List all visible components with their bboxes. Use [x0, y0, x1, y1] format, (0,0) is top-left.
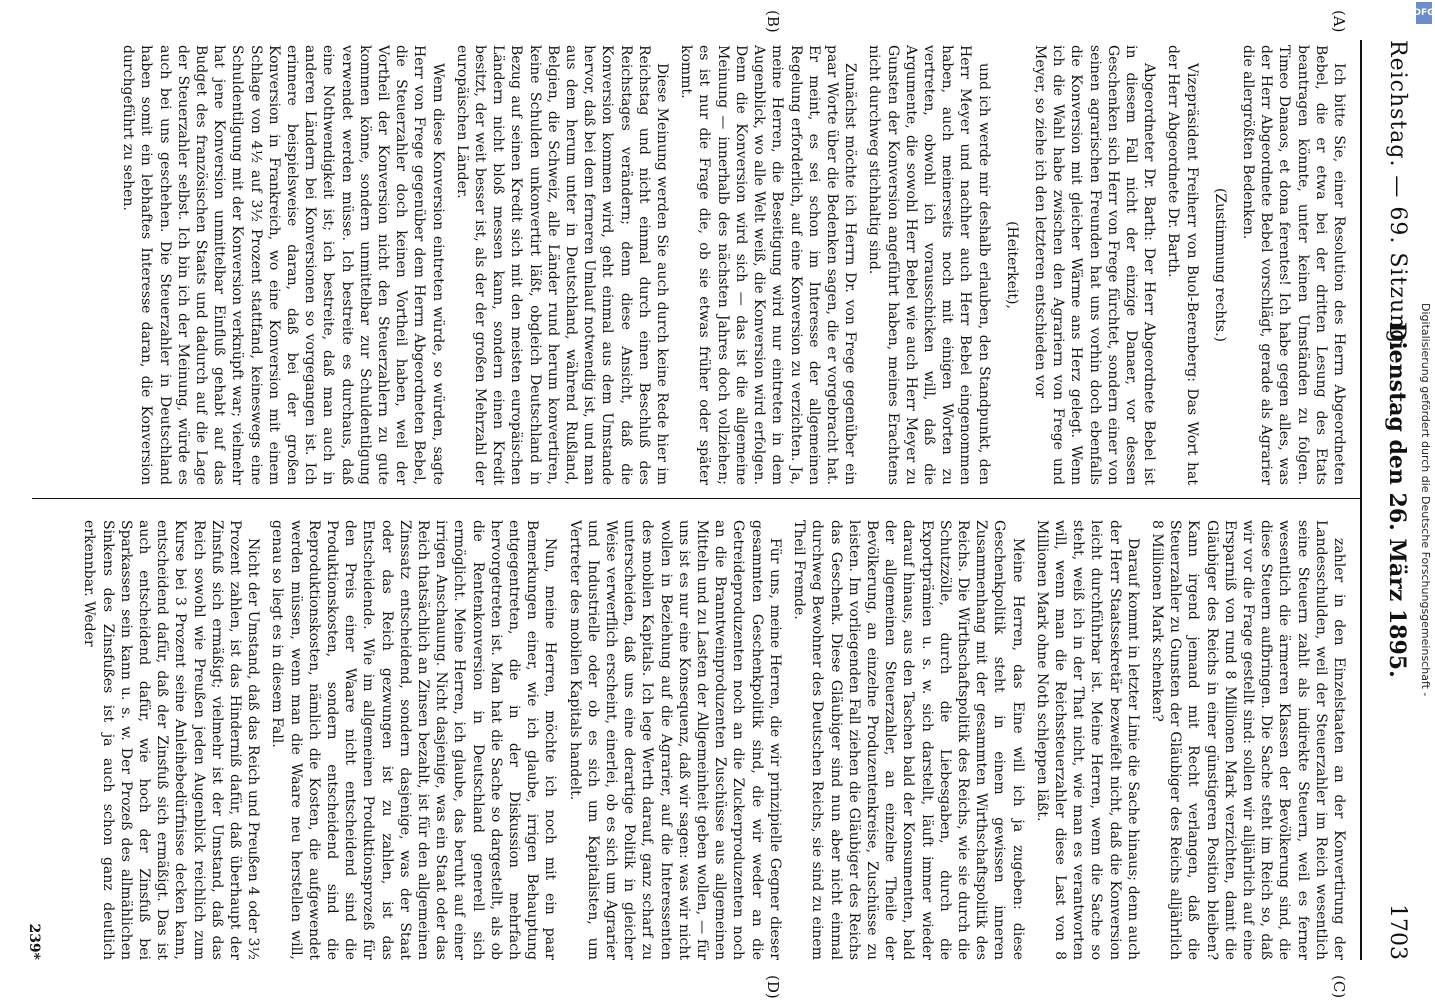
stage-direction: (Zustimmung rechts.) — [1211, 187, 1228, 343]
signature-mark: 239* — [26, 923, 42, 960]
paragraph: Wenn diese Konversion eintreten würde, so würden, sagte Herr von Frege gegenüber dem Herrn Abgeordneten Bebel, die Steuerzahler doch keinen Vortheil haben, weil der Vortheil der Konversion nicht den Steuerzahlern zu gute kommen könne, sondern unmittelbar zur Schuldentilgung verwendet werden müsse. Ich bestreite es durchaus, daß eine Nothwendigkeit ist; ich bestreite, daß man auch in anderen Ländern bei Konversionen so vorgegangen ist. Ich erinnere beispielsweise daran, daß bei der großen Konversion in Frankreich, wo eine Konversion mit einem Schlage von 4½ auf 3½ Prozent stattfand, keineswegs eine Schuldentilgung mit der Konversion verknüpft war; vielmehr hat jene Konversion unmittelbar Einfluß gehabt auf das Budget des französischen Staats und dadurch auf die Lage der Steuerzahler selbst. Ich bin ich der Meinung, würde es auch bei uns geschehen. Die Steuerzahler in Deutschland haben somit ein lebhaftes Interesse daran, die Konversion durchgeführt zu sehen. — [120, 45, 446, 485]
paragraph: zahler in den Einzelstaaten an der Konvertirung der Landesschulden, weil der Steuerzahler im Reich wesentlich seine Steuern zahlt als indirekte Steuern, weil es ferner wesentlich die ärmeren Klassen der Bevölkerung sind, die diese Steuern aufbringen. Die Sache steht im Reich so, daß wir vor die Frage gestellt sind: sollen wir alljährlich auf eine Ersparniß von rund 8 Millionen Mark verzichten, damit die Gläubiger des Reichs in einer günstigeren Position bleiben? Kann irgend jemand mit Recht verlangen, daß die Steuerzahler zu Gunsten der Gläubiger des Reichs alljährlich 8 Millionen Mark schenken? — [1148, 520, 1347, 960]
header-rule — [1360, 40, 1362, 960]
paragraph: Abgeordneter Dr. Barth: Der Herr Abgeordnete Bebel ist in diesem Fall nicht der einzige Danaer, vor dessen Geschenken sich Herr von Frege fürchtet, sondern einer von seinen agrarischen Freunden hat uns vorhin doch ebenfalls die Konversion mit gleicher Wärme ans Herz gelegt. Wenn ich die Wahl habe zwischen den Agrariern von Frege und Meyer, so ziehe ich den letzteren entschieden vor — [1031, 45, 1158, 485]
header-left: Reichstag. — 69. Sitzung. — [1385, 40, 1410, 353]
right-column — [74, 520, 1348, 960]
stage-direction: (Heiterkeit), — [1003, 221, 1020, 309]
dfg-logo: DFG — [1416, 2, 1432, 24]
header-center: Dienstag den 26. März 1895. — [1384, 322, 1410, 678]
column-divider — [32, 498, 1362, 499]
paragraph: Nun, meine Herren, möchte ich noch mit ein paar Bemerkungen einer, wie ich glaube, irrigen Behauptung entgegentreten, die in der Diskussion mehrfach hervorgetreten ist. Man hat die Sache so dargestellt, als ob die Rentenkonversion in Deutschland generell sich ermöglicht. Meine Herren, ich glaube, das beruht auf einer irrigen Anschauung. Nicht dasjenige, was ein Staat oder das Reich thatsächlich an Zinsen bezahlt, ist für den allgemeinen Zinssatz entscheidend, sondern dasjenige, was der Staat oder das Reich gezwungen ist zu zahlen, ist das Entscheidende. Wie im allgemeinen Produktionsprozeß für den Preis einer Waare nicht entscheidend sind die Produktionskosten, sondern entscheidend sind die Reproduktionskosten, nämlich die Kosten, die aufgewendet werden müssen, wenn man die Waare neu herstellen will, genau so liegt es in diesem Fall. — [269, 520, 559, 960]
digitization-credit: Digitalisierung gefördert durch die Deutsche Forschungsgemeinschaft - — [1419, 303, 1432, 697]
page-number: 1703 — [1385, 904, 1410, 960]
margin-marker-a: (A) — [1330, 10, 1348, 33]
left-column — [113, 45, 1348, 485]
paragraph: Für uns, meine Herren, die wir prinzipielle Gegner dieser gesammten Geschenkpolitik sind, die wir weder an die Getreideproduzenten noch an die Zuckerproduzenten noch an die Branntweinproduzenten Zuschüsse aus allgemeinen Mitteln und zu Lasten der Allgemeinheit geben wollen, — für uns ist es nur eine Konsequenz, daß wir sagen: was wir nicht wollen in Beziehung auf die Agrarier, auf die Interessenten des mobilen Kapitals. Ich lege Werth darauf, ganz scharf zu unterscheiden, daß uns eine derartige Politik in gleicher Weise verwerflich erscheint, einerlei, ob es sich um Agrarier und Industrielle oder ob es sich um Kapitalisten, um Vertreter des mobilen Kapitals handelt. — [566, 520, 783, 960]
margin-marker-b: (B) — [764, 10, 782, 33]
paragraph: Diese Meinung werden Sie auch durch keine Rede hier im Reichstag und nicht einmal durch einen Beschluß des Reichstages verändern; denn diese Ansicht, daß die Konversion kommen wird, geht einmal aus dem Umstande hervor, daß bei dem ferneren Umlauf notwendig ist, und man aus dem herum unter in Deutschland, während Rußland, Belgien, die Schweiz, alle Länder rund herum konvertiren, keine Schulden unkonvertirt läßt, obgleich Deutschland in Bezug auf seinen Kredit sich mit den meisten europäischen Ländern nicht bloß messen kann, sondern einen Kredit besitzt, der weit besser ist, als der der großen Mehrzahl der europäischen Länder. — [453, 45, 671, 485]
paragraph: Zunächst möchte ich Herrn Dr. von Frege gegenüber ein paar Worte über die Bedenken sagen, die er vorgebracht hat. Er meint, es sei schon im Interesse der allgemeinen Regelung erforderlich, auf eine Konversion zu verzichten. Ja, meine Herren, die Beseitigung wird nur eintreten in dem Augenblick, wo alle Welt weiß, die Konversion wird erfolgen. Denn die Konversion wird sich — das ist die allgemeine Meinung — innerhalb des nächsten Jahres doch vollziehen; es ist nur die Frage die, ob sie etwas früher oder später kommt. — [678, 45, 859, 485]
paragraph: Vizepräsident Freiherr von Buol-Berenberg: Das Wort hat der Herr Abgeordnete Dr. Barth. — [1165, 45, 1200, 485]
paragraph: Ich bitte Sie, einer Resolution des Herrn Abgeordneten Bebel, die er etwa bei der dritten Lesung des Etats beantragen könnte, unter keinen Umständen zu folgen. Timeo Danaos, et dona ferentes! Ich habe gegen alles, was der Herr Abgeordnete Bebel vorschlägt, gerade als Agrarier die allergrößten Bedenken. — [1239, 45, 1347, 485]
paragraph: Darauf kommt in letzter Linie die Sache hinaus; denn auch der Herr Staatssekretär bezweifelt nicht, daß die Konversion leicht durchführbar ist. Meine Herren, wenn die Sache so steht, weiß ich in der That nicht, wie man es verantworten will, wenn man die Reichssteuerzahler diese Last von 8 Millionen Mark ohne Noth schleppen läßt. — [1033, 520, 1141, 960]
paragraph: und ich werde mir deshalb erlauben, den Standpunkt, den Herr Meyer und nachher auch Herr Bebel eingenommen haben, auch meinerseits noch mit einigen Worten zu vertreten, obwohl ich vorausschicken will, daß die Argumente, die sowohl Herr Bebel wie auch Herr Meyer zu Gunsten der Konversion angeführt haben, meines Erachtens nicht durchweg stichhaltig sind. — [866, 45, 992, 485]
paragraph: Meine Herren, das Eine will ich ja zugeben: diese Geschenkpolitik steht in einem gewissen inneren Zusammenhang mit der gesammten Wirthschaftspolitik des Reichs. Die Wirthschaftspolitik des Reichs, wie sie durch die Schutzzölle, durch die Liebesgaben, durch die Exportprämien u. s. w. sich darstellt, läuft immer wieder darauf hinaus, aus den Taschen bald der Konsumenten, bald der allgemeinen Steuerzahler, an einzelne Theile der Bevölkerung, an einzelne Produzentenkreise, Zuschüsse zu leisten. Im vorliegenden Fall ziehen die Gläubiger des Reichs das Geschenk. Diese Gläubiger sind nun aber nicht einmal durchweg Bewohner des Deutschen Reichs, sie sind zu einem Theil Fremde. — [791, 520, 1026, 960]
margin-marker-c: (C) — [1330, 975, 1348, 999]
paragraph: Nicht der Umstand, daß das Reich und Preußen 4 oder 3½ Prozent zahlen, ist das Hinderniß dafür, daß überhaupt der Zinsfuß sich ermäßigt; vielmehr ist der Umstand, daß das Reich sowohl wie Preußen jeden Augenblick reichlich zum Kurse bei 3 Prozent seine Anleihebedürfnisse decken kann, entscheidend dafür, daß der Zinsfuß sich ermäßigt. Das ist auch entscheidend dafür, wie hoch der Zinsfuß bei Sparkassen sein kann u. s. w. Der Prozeß des allmählichen Sinkens des Zinsfußes ist ja auch schon ganz deutlich erkennbar. Weder — [81, 520, 262, 960]
margin-marker-d: (D) — [764, 975, 782, 999]
